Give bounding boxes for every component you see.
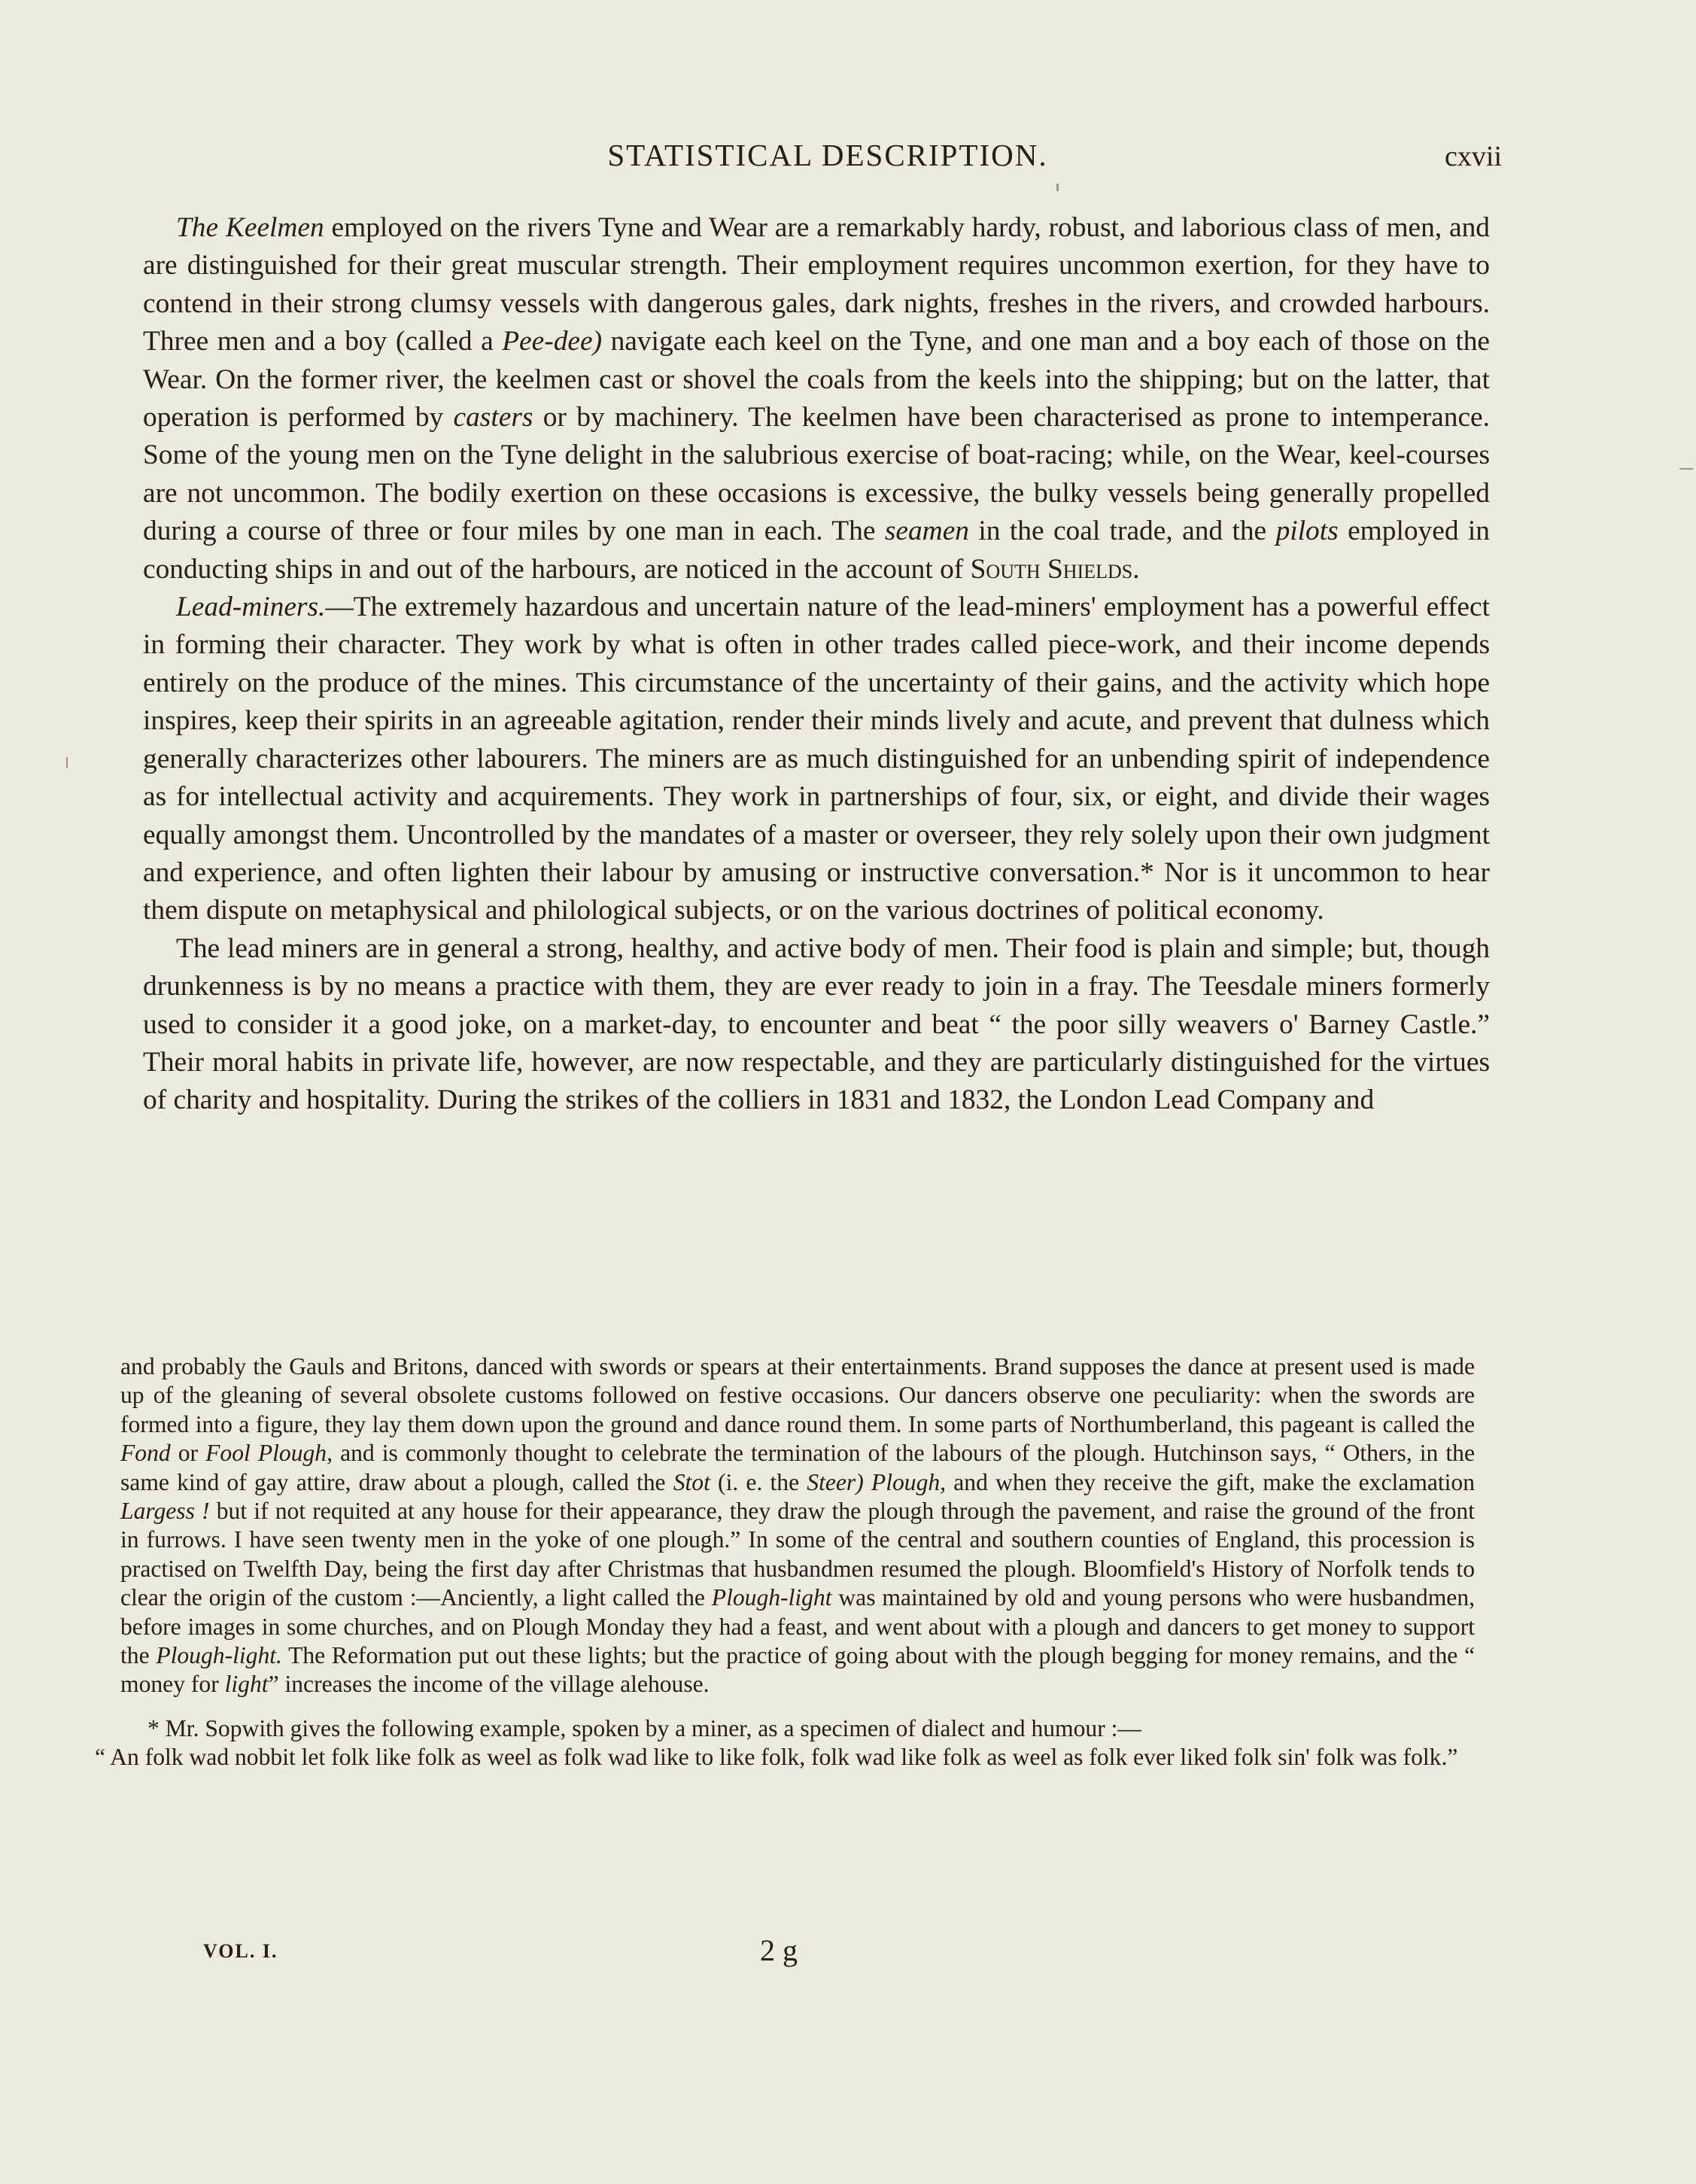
footnotes	[95, 1352, 1476, 1772]
footnote-continued: and probably the Gauls and Britons, danced with swords or spears at their entertainments. Brand supposes the dance at present used is made up of the gleaning of several obsolete customs followed on festive occasions. Our dancers observe one peculiarity: when the swords are formed into a figure, they lay them down upon the ground and dance round them. In some parts of Northumberland, this pageant is called the Fond or Fool Plough, and is commonly thought to celebrate the termination of the labours of the plough. Hutchinson says, “ Others, in the same kind of gay attire, draw about a plough, called the Stot (i. e. the Steer) Plough, and when they receive the gift, make the exclamation Largess ! but if not requited at any house for their appearance, they draw the plough through the pavement, and raise the ground of the front in furrows. I have seen twenty men in the yoke of one plough.” In some of the central and southern counties of England, this procession is practised on Twelfth Day, being the first day after Christmas that husbandmen resumed the plough. Bloomfield's History of Norfolk tends to clear the origin of the custom :—Anciently, a light called the Plough-light was maintained by old and young persons who were husbandmen, before images in some churches, and on Plough Monday they had a feast, and went about with a plough and dancers to get money to support the Plough-light. The Reformation put out these lights; but the practice of going about with the plough begging for money remains, and the “ money for light” increases the income of the village alehouse.	[120, 1353, 1476, 1698]
paragraph-lead-miners: Lead-miners.—The extremely hazardous and uncertain nature of the lead-miners' employment has a powerful effect in forming their character. They work by what is often in other trades called piece-work, and their income depends entirely on the produce of the mines. This circumstance of the uncertainty of their gains, and the activity which hope inspires, keep their spirits in an agreeable agitation, render their minds lively and acute, and prevent that dulness which generally characterizes other labourers. The miners are as much distinguished for an unbending spirit of independence as for intellectual activity and acquirements. They work in partnerships of four, six, or eight, and divide their wages equally amongst them. Uncontrolled by the mandates of a master or overseer, they rely solely upon their own judgment and experience, and often lighten their labour by amusing or instructive conversation.* Nor is it uncommon to hear them dispute on metaphysical and philological subjects, or on the various doctrines of political economy.	[143, 592, 1490, 926]
volume-mark: VOL. I.	[203, 1940, 278, 1962]
footnote-sopwith	[95, 1714, 1475, 1772]
italic-term: The Keelmen	[176, 212, 324, 243]
signature-mark: 2 g	[760, 1933, 798, 1967]
paragraph-keelmen: The Keelmen employed on the rivers Tyne and Wear are a remarkably hardy, robust, and laborious class of men, and are distinguished for their great muscular strength. Their employment requires uncommon exertion, for they have to contend in their strong clumsy vessels with dangerous gales, dark nights, freshes in the rivers, and crowded harbours. Three men and a boy (called a Pee-dee) navigate each keel on the Tyne, and one man and a boy each of those on the Wear. On the former river, the keelmen cast or shovel the coals from the keels into the shipping; but on the latter, that operation is performed by casters or by machinery. The keelmen have been characterised as prone to intemperance. Some of the young men on the Tyne delight in the salubrious exercise of boat-racing; while, on the Wear, keel-courses are not uncommon. The bodily exertion on these occasions is excessive, the bulky vessels being generally propelled during a course of three or four miles by one man in each. The seamen in the coal trade, and the pilots employed in conducting ships in and out of the harbours, are noticed in the account of South Shields.	[143, 212, 1490, 585]
main-text	[143, 209, 1490, 1120]
footnote-intro: * Mr. Sopwith gives the following example, spoken by a miner, as a specimen of dialect and humour :—	[147, 1714, 1142, 1741]
page-number: cxvii	[1445, 141, 1502, 172]
italic-term: Lead-miners.	[176, 592, 326, 623]
paragraph-lead-miners-character: The lead miners are in general a strong, healthy, and active body of men. Their food is plain and simple; but, though drunkenness is by no means a practice with them, they are ever ready to join in a fray. The Teesdale miners formerly used to consider it a good joke, on a market-day, to encounter and beat “ the poor silly weavers o' Barney Castle.” Their moral habits in private life, however, are now respectable, and they are particularly distinguished for the virtues of charity and hospitality. During the strikes of the colliers in 1831 and 1832, the London Lead Company and	[143, 932, 1490, 1116]
paper-speck	[66, 757, 68, 768]
running-head	[143, 137, 1512, 182]
paper-speck	[1679, 468, 1693, 470]
dialect-quote: “ An folk wad nobbit let folk like folk as weel as folk wad like to like folk, folk wad like folk as weel as folk ever liked folk sin' folk was folk.”	[95, 1744, 1458, 1771]
small-caps-reference: South Shields	[970, 553, 1133, 585]
paper-speck	[1056, 184, 1059, 191]
running-title: STATISTICAL DESCRIPTION.	[607, 138, 1048, 172]
